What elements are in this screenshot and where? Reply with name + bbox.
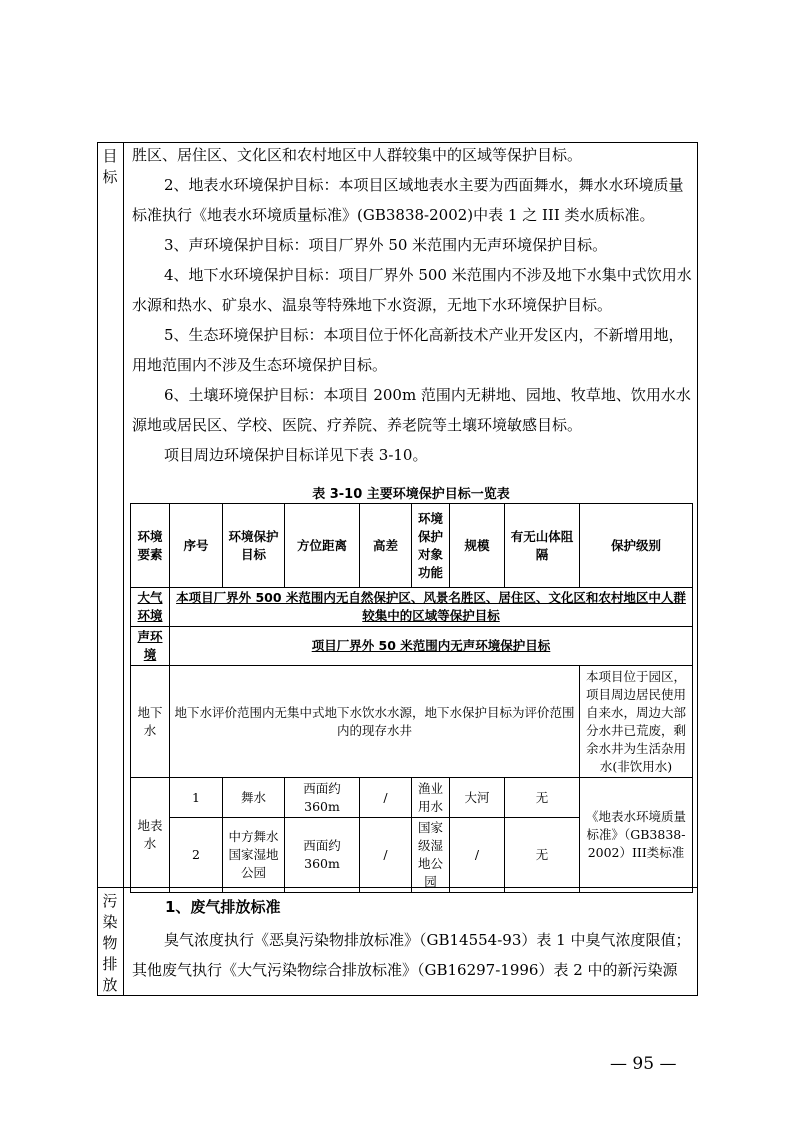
groundwater-text: 地下水评价范围内无集中式地下水饮水水源，地下水保护目标为评价范围内的现存水井: [170, 666, 580, 778]
header-cell: 高差: [360, 504, 412, 588]
table-row-air: [131, 588, 693, 627]
cell-scale: /: [450, 818, 505, 893]
body-text-top: [132, 140, 692, 470]
groundwater-label: 地下水: [131, 666, 170, 778]
cell-scale: 大河: [450, 778, 505, 818]
paragraph: 6、土壤环境保护目标：本项目 200m 范围内无耕地、园地、牧草地、饮用水水源地或居民区、学校、医院、疗养院、养老院等土壤环境敏感目标。: [132, 386, 691, 434]
cell-target: 舞水: [223, 778, 285, 818]
paragraph: 胜区、居住区、文化区和农村地区中人群较集中的区域等保护目标。: [132, 146, 583, 164]
cell-no: 1: [170, 778, 223, 818]
noise-text: 项目厂界外 50 米范围内无声环境保护目标: [170, 627, 693, 666]
cell-func: 渔业用水: [412, 778, 450, 818]
header-cell: 保护级别: [580, 504, 693, 588]
column-divider: [123, 142, 124, 996]
header-cell: 环境要素: [131, 504, 170, 588]
header-cell: 规模: [450, 504, 505, 588]
surface-label: 地表水: [131, 778, 170, 893]
table-row: [131, 778, 693, 818]
paragraph: 5、生态环境保护目标：本项目位于怀化高新技术产业开发区内，不新增用地，用地范围内不涉及生态环境保护目标。: [132, 326, 684, 374]
cell-height: /: [360, 778, 412, 818]
table-caption: 表 3-10 主要环境保护目标一览表: [312, 487, 510, 502]
air-text: 本项目厂界外 500 米范围内无自然保护区、风景名胜区、居住区、文化区和农村地区中人群较集中的区域等保护目标: [170, 588, 693, 627]
groundwater-level: 本项目位于园区，项目周边居民使用自来水，周边大部分水井已荒废，剩余水井为生活杂用水(非饮用水): [580, 666, 693, 778]
noise-label: 声环境: [131, 627, 170, 666]
air-label: 大气环境: [131, 588, 170, 627]
paragraph: 4、地下水环境保护目标：项目厂界外 500 米范围内不涉及地下水集中式饮用水水源和热水、矿泉水、温泉等特殊地下水资源，无地下水环境保护目标。: [132, 266, 692, 314]
cell-barrier: 无: [505, 778, 580, 818]
cell-barrier: 无: [505, 818, 580, 893]
cell-dist: 西面约360m: [285, 818, 360, 893]
page-number: — 95 —: [610, 1054, 677, 1074]
table-header-row: [131, 504, 693, 588]
table-row-noise: [131, 627, 693, 666]
cell-func: 国家级湿地公园: [412, 818, 450, 893]
cell-dist: 西面约360m: [285, 778, 360, 818]
paragraph: 臭气浓度执行《恶臭污染物排放标准》（GB14554-93）表 1 中臭气浓度限值；其他废气执行《大气污染物综合排放标准》（GB16297-1996）表 2 中的新污染源: [132, 931, 691, 979]
header-cell: 序号: [170, 504, 223, 588]
header-cell: 环境保护目标: [223, 504, 285, 588]
paragraph: 2、地表水环境保护目标：本项目区域地表水主要为西面舞水，舞水水环境质量标准执行《地表水环境质量标准》(GB3838-2002)中表 1 之 III 类水质标准。: [132, 176, 684, 224]
side-label-emission: 污染物排放: [102, 892, 118, 994]
header-cell: 环境保护对象功能: [412, 504, 450, 588]
header-cell: 方位距离: [285, 504, 360, 588]
protection-target-table: [130, 503, 693, 893]
section-body: [132, 925, 692, 985]
cell-no: 2: [170, 818, 223, 893]
cell-height: /: [360, 818, 412, 893]
paragraph: 3、声环境保护目标：项目厂界外 50 米范围内无声环境保护目标。: [164, 236, 608, 254]
surface-level: 《地表水环境质量标准》（GB3838-2002）III类标准: [580, 778, 693, 893]
section-title: 1、废气排放标准: [165, 898, 281, 916]
cell-target: 中方舞水国家湿地公园: [223, 818, 285, 893]
paragraph: 项目周边环境保护目标详见下表 3-10。: [164, 446, 428, 464]
table-row-groundwater: [131, 666, 693, 778]
side-label-target: 目标: [102, 147, 118, 186]
header-cell: 有无山体阻隔: [505, 504, 580, 588]
